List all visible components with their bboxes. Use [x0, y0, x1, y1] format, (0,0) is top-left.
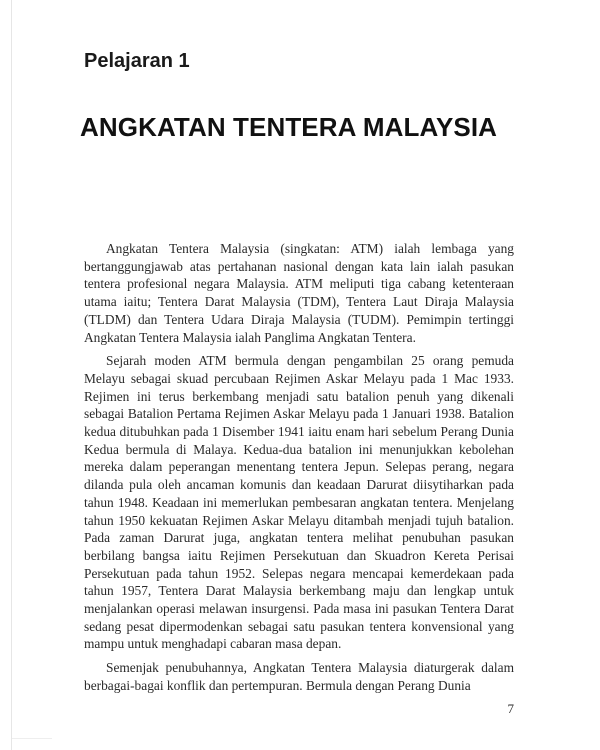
lesson-label: Pelajaran 1	[84, 50, 190, 72]
paragraph-3: Semenjak penubuhannya, Angkatan Tentera Malaysia diaturgerak dalam berbagai-bagai konflik dan pertempuran. Bermula dengan Perang Dunia	[84, 660, 514, 693]
paragraph-1: Angkatan Tentera Malaysia (singkatan: ATM) ialah lembaga yang bertanggungjawab atas pertahanan nasional dengan kata lain ialah pasukan tentera profesional negara Malaysia. ATM meliputi tiga cabang ketenteraan utama iaitu; Tentera Darat Malaysia (TDM), Tentera Laut Diraja Malaysia (TLDM) dan Tentera Udara Diraja Malaysia (TUDM). Pemimpin tertinggi Angkatan Tentera Malaysia ialah Panglima Angkatan Tentera.	[84, 241, 514, 345]
page-number: 7	[507, 701, 514, 716]
page-bottom-mark	[12, 738, 52, 739]
page-edge-line	[11, 0, 12, 750]
paragraph-2: Sejarah moden ATM bermula dengan pengambilan 25 orang pemuda Melayu sebagai skuad percubaan Rejimen Askar Melayu pada 1 Mac 1933. Rejimen ini terus berkembang menjadi satu batalion penuh yang dikenali sebagai Batalion Pertama Rejimen Askar Melayu pada 1 Januari 1938. Batalion kedua ditubuhkan pada 1 Disember 1941 iaitu enam hari sebelum Perang Dunia Kedua bermula di Malaya. Kedua-dua batalion ini menunjukkan kebolehan mereka dalam peperangan menentang tentera Jepun. Selepas perang, negara dilanda pula oleh ancaman komunis dan keadaan Darurat diisytiharkan pada tahun 1948. Keadaan ini memerlukan pembesaran angkatan tentera. Menjelang tahun 1950 kekuatan Rejimen Askar Melayu ditambah menjadi tujuh batalion. Pada zaman Darurat juga, angkatan tentera melihat penubuhan pasukan berbilang bangsa iaitu Rejimen Persekutuan dan Skuadron Kereta Perisai Persekutuan pada tahun 1952. Selepas negara mencapai kemerdekaan pada tahun 1957, Tentera Darat Malaysia berkembang maju dan lengkap untuk menjalankan operasi melawan insurgensi. Pada masa ini pasukan Tentera Darat sedang pesat dipermodenkan sebagai satu pasukan tentera konvensional yang mampu untuk menghadapi cabaran masa depan.	[84, 353, 514, 652]
body-text	[84, 240, 514, 701]
page-title: ANGKATAN TENTERA MALAYSIA	[80, 112, 498, 142]
